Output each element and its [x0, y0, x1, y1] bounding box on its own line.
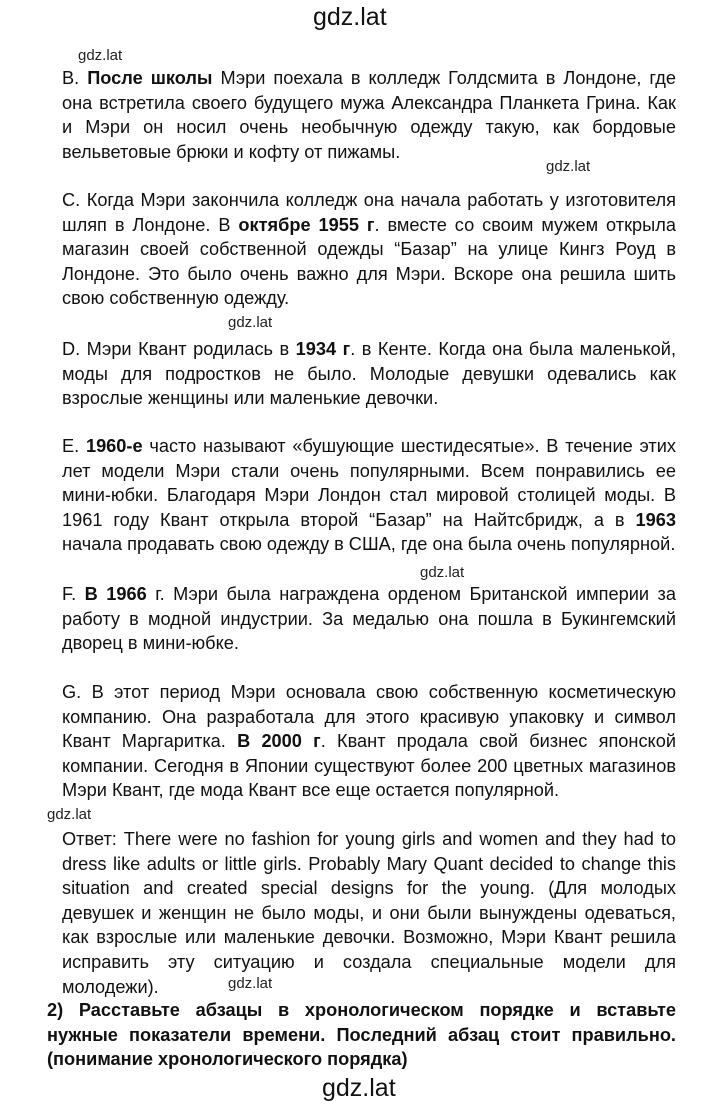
watermark-top: gdz.lat: [313, 3, 387, 31]
watermark: gdz.lat: [420, 564, 465, 581]
watermark: gdz.lat: [228, 975, 273, 992]
paragraph-c: C. Когда Мэри закончила колледж она начала работать у изготовителя шляп в Лондоне. В октябре 1955 г. вместе со своим мужем открыла магазин своей собственной одежды “Базар” на улице Кингз Роуд в Лондоне. Это было очень важно для Мэри. Вскоре она решила шить свою собственную одежду.: [62, 190, 676, 309]
paragraph-e: E. 1960-е часто называют «бушующие шестидесятые». В течение этих лет модели Мэри стали очень популярными. Всем понравились ее мини-юбки. Благодаря Мэри Лондон стал мировой столицей моды. В 1961 году Квант открыла второй “Базар” на Найтсбридж, а в 1963 начала продавать свою одежду в США, где она была очень популярной.: [62, 436, 676, 555]
watermark: gdz.lat: [78, 47, 123, 64]
paragraph-f: F. В 1966 г. Мэри была награждена орденом Британской империи за работу в модной индустрии. За медалью она пошла в Букингемский дворец в мини-юбке.: [62, 584, 676, 654]
answer-paragraph: Ответ: There were no fashion for young girls and women and they had to dress like adults or little girls. Probably Mary Quant decided to change this situation and created special designs for the young. (Для молодых девушек и женщин не было моды, и они были вынуждены одеваться, как взрослые или маленькие девочки. Возможно, Мэри Квант решила исправить эту ситуацию и создала специальные модели для молодежи).: [62, 829, 676, 997]
paragraph-g: G. В этот период Мэри основала свою собственную косметическую компанию. Она разработала для этого красивую упаковку и символ Квант Маргаритка. В 2000 г. Квант продала свой бизнес японской компании. Сегодня в Японии существуют более 200 цветных магазинов Мэри Квант, где мода Квант все еще остается популярной.: [62, 682, 676, 801]
watermark-bottom: gdz.lat: [322, 1074, 396, 1102]
watermark: gdz.lat: [228, 314, 273, 331]
watermark: gdz.lat: [546, 158, 591, 175]
paragraph-d: D. Мэри Квант родилась в 1934 г. в Кенте. Когда она была маленькой, моды для подростков не было. Молодые девушки одевались как взрослые женщины или маленькие девочки.: [62, 339, 676, 409]
paragraph-b: B. После школы Мэри поехала в колледж Голдсмита в Лондоне, где она встретила своего будущего мужа Александра Планкета Грина. Как и Мэри он носил очень необычную одежду такую, как бордовые вельветовые брюки и кофту от пижамы.: [62, 68, 676, 162]
watermark: gdz.lat: [47, 806, 92, 823]
task-2-heading: 2) Расставьте абзацы в хронологическом порядке и вставьте нужные показатели времени. Последний абзац стоит правильно. (понимание хронологического порядка): [47, 1000, 676, 1070]
